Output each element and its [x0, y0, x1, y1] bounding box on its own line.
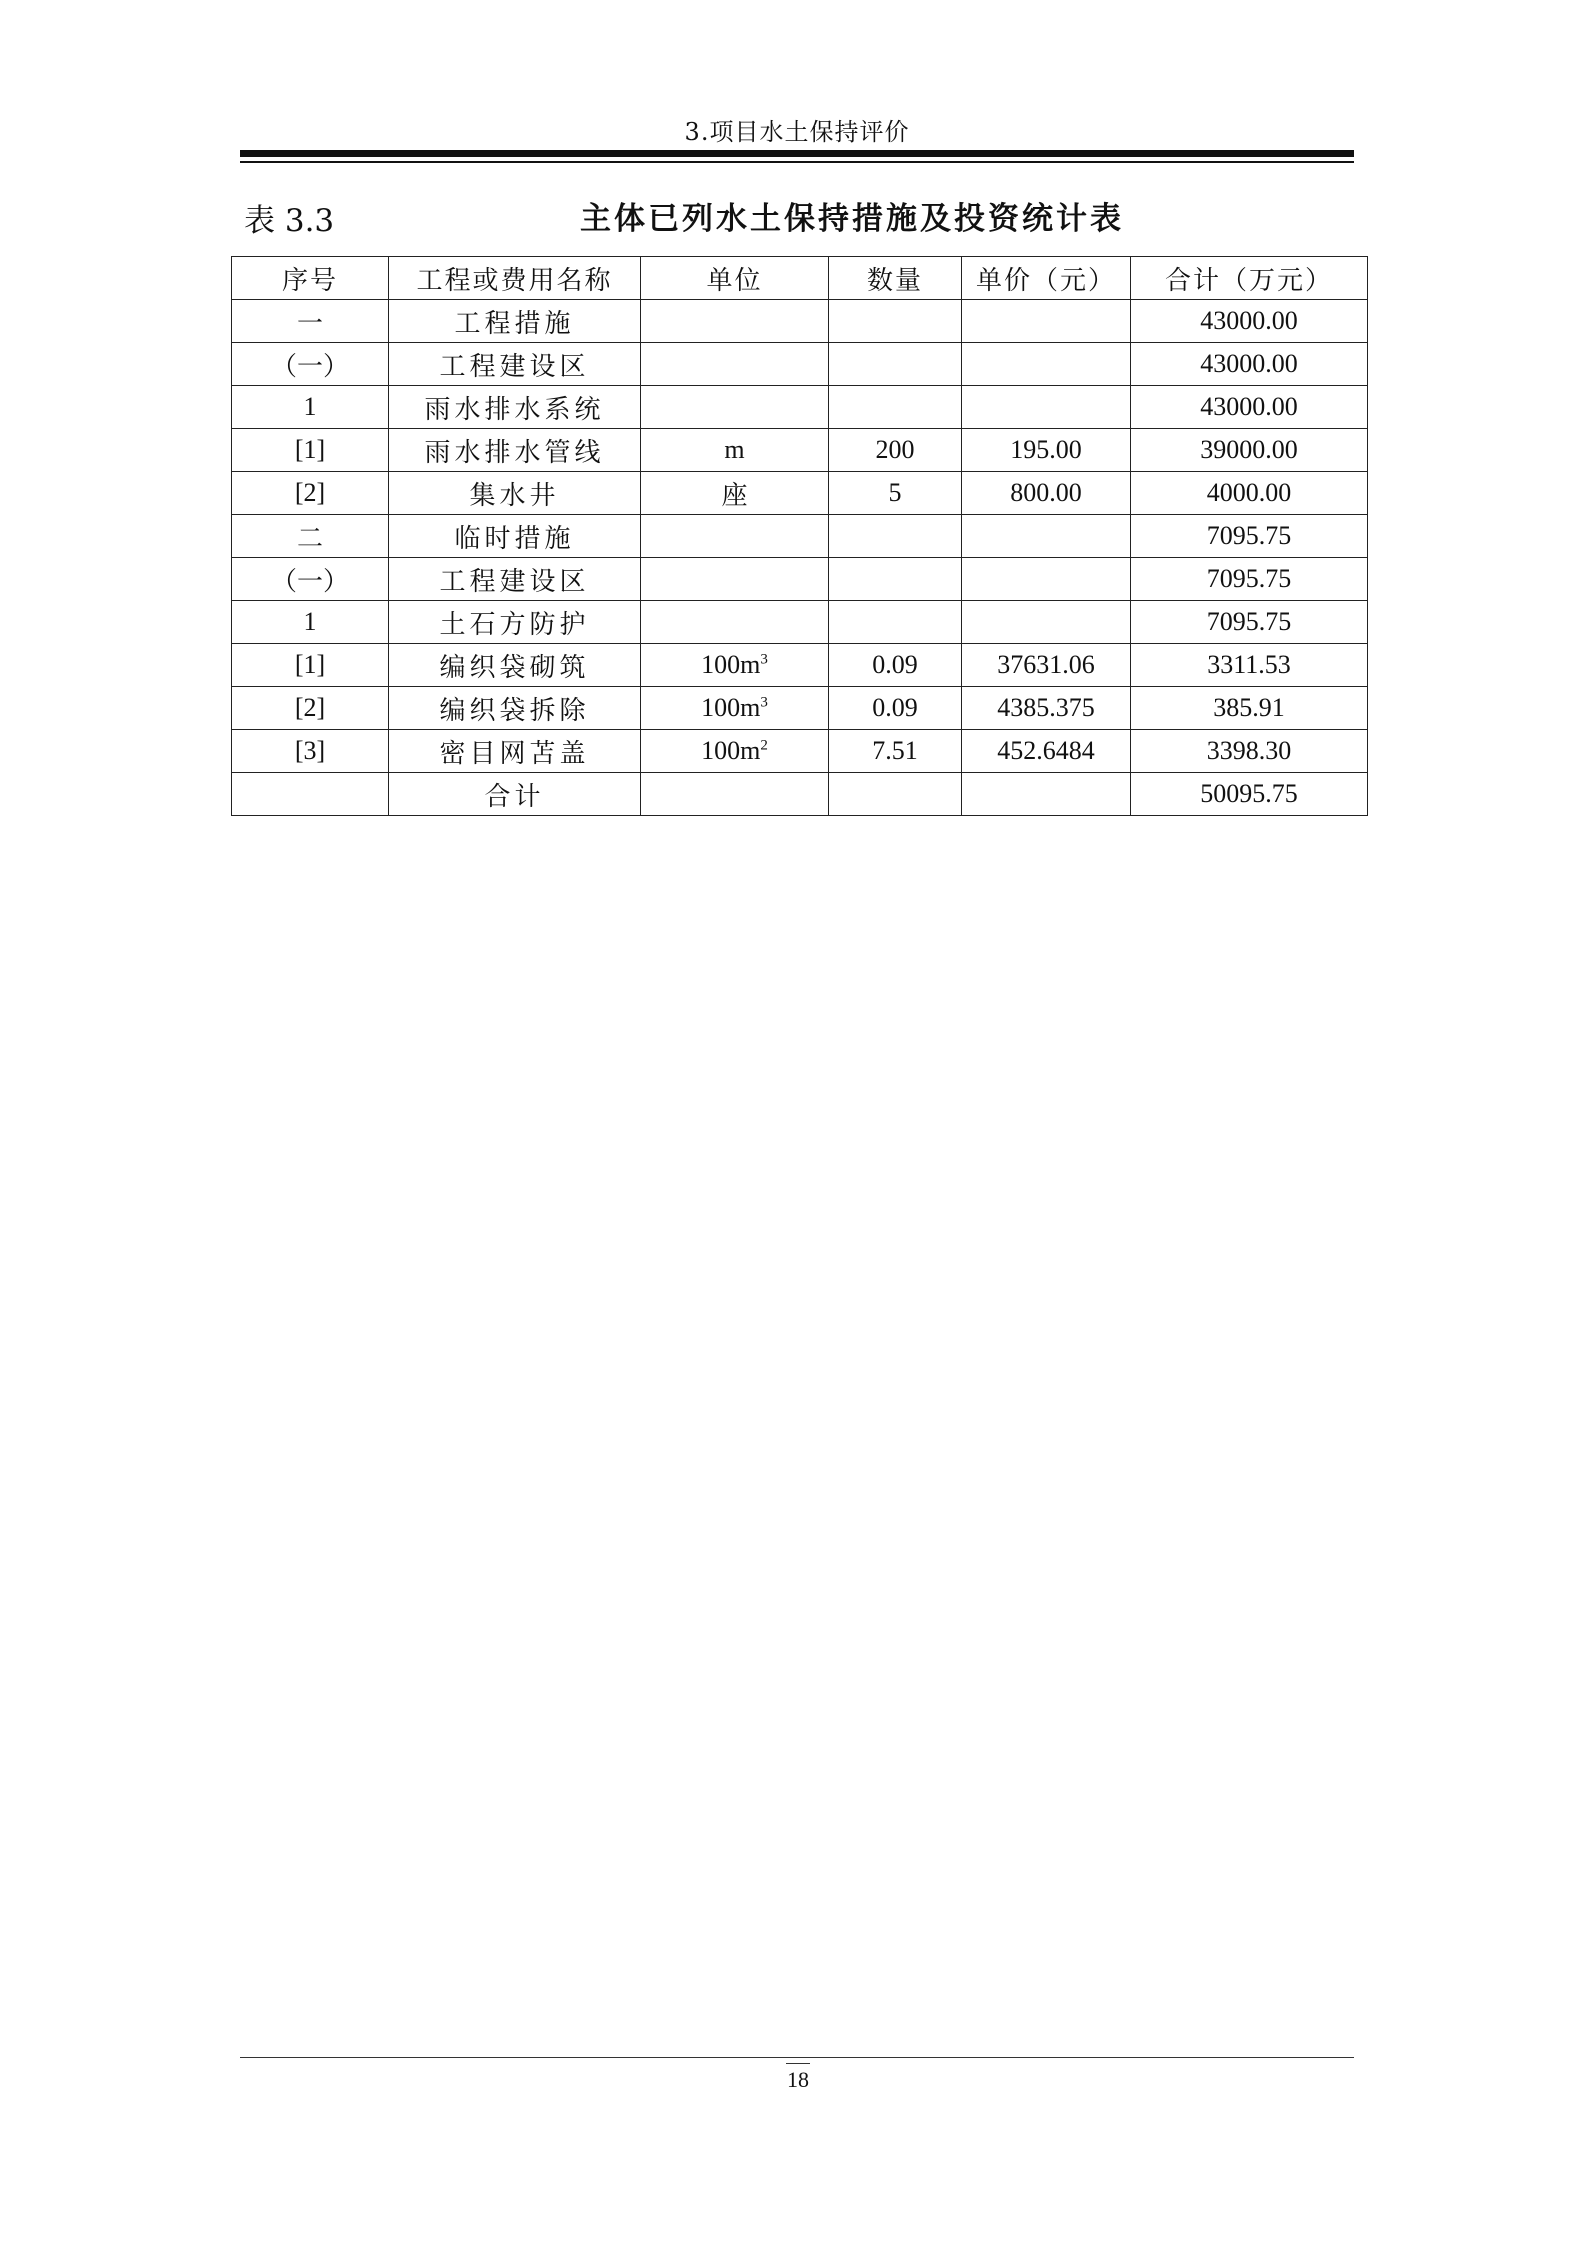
unit-text: 100m: [701, 650, 761, 679]
unit-price-cell: [962, 386, 1131, 429]
item-name-cell: 集水井: [389, 472, 641, 515]
quantity-cell: [829, 773, 962, 816]
unit-price-cell: [962, 300, 1131, 343]
unit-exponent: 3: [760, 694, 768, 711]
row-number-cell: [1]: [232, 644, 389, 687]
unit-cell: [641, 687, 829, 730]
quantity-cell: [829, 386, 962, 429]
unit-cell: [641, 730, 829, 773]
table-title: 主体已列水土保持措施及投资统计表: [580, 201, 1124, 237]
column-header: 单位: [641, 257, 829, 300]
quantity-cell: [829, 343, 962, 386]
table-row: [232, 300, 1368, 343]
table-row: [232, 558, 1368, 601]
unit-cell: [641, 644, 829, 687]
row-number-cell: 一: [232, 300, 389, 343]
table-number: 表 3.3: [244, 203, 335, 239]
column-header: 工程或费用名称: [389, 257, 641, 300]
investment-table: [231, 256, 1368, 816]
quantity-cell: 200: [829, 429, 962, 472]
table-header-row: [232, 257, 1368, 300]
row-number-cell: （一）: [232, 343, 389, 386]
table-row: [232, 601, 1368, 644]
item-name-cell: 密目网苫盖: [389, 730, 641, 773]
unit-cell: [641, 515, 829, 558]
total-cell: 7095.75: [1131, 515, 1368, 558]
total-cell: 3311.53: [1131, 644, 1368, 687]
quantity-cell: [829, 300, 962, 343]
total-cell: 7095.75: [1131, 601, 1368, 644]
item-name-cell: 编织袋拆除: [389, 687, 641, 730]
total-cell: 43000.00: [1131, 300, 1368, 343]
column-header: 合计（万元）: [1131, 257, 1368, 300]
column-header: 序号: [232, 257, 389, 300]
header-rule-thick: [240, 150, 1354, 157]
unit-exponent: 3: [760, 651, 768, 668]
item-name-cell: 工程建设区: [389, 558, 641, 601]
unit-price-cell: [962, 558, 1131, 601]
item-name-cell: 工程措施: [389, 300, 641, 343]
unit-price-cell: [962, 601, 1131, 644]
row-number-cell: [1]: [232, 429, 389, 472]
total-cell: 4000.00: [1131, 472, 1368, 515]
unit-cell: [641, 558, 829, 601]
quantity-cell: [829, 515, 962, 558]
unit-cell: [641, 343, 829, 386]
running-header: 3.项目水土保持评价: [684, 118, 910, 146]
unit-cell: [641, 773, 829, 816]
quantity-cell: 0.09: [829, 687, 962, 730]
total-cell: 3398.30: [1131, 730, 1368, 773]
unit-price-cell: 452.6484: [962, 730, 1131, 773]
unit-text: m: [724, 435, 745, 464]
table-row: [232, 644, 1368, 687]
table-body: [232, 300, 1368, 816]
row-number-cell: 1: [232, 601, 389, 644]
item-name-cell: 土石方防护: [389, 601, 641, 644]
unit-text: 座: [721, 480, 748, 510]
row-number-cell: [2]: [232, 472, 389, 515]
table-row: [232, 386, 1368, 429]
row-number-cell: [232, 773, 389, 816]
total-cell: 7095.75: [1131, 558, 1368, 601]
total-cell: 39000.00: [1131, 429, 1368, 472]
header-rule-thin: [240, 161, 1354, 163]
unit-text: 100m: [701, 736, 761, 765]
table-row: [232, 687, 1368, 730]
item-name-cell: 雨水排水管线: [389, 429, 641, 472]
unit-price-cell: 195.00: [962, 429, 1131, 472]
item-name-cell: 雨水排水系统: [389, 386, 641, 429]
quantity-cell: 0.09: [829, 644, 962, 687]
item-name-cell: 工程建设区: [389, 343, 641, 386]
unit-price-cell: 4385.375: [962, 687, 1131, 730]
table-row: [232, 773, 1368, 816]
unit-price-cell: [962, 515, 1131, 558]
unit-cell: [641, 300, 829, 343]
unit-price-cell: [962, 773, 1131, 816]
table-row: [232, 730, 1368, 773]
column-header: 数量: [829, 257, 962, 300]
quantity-cell: 7.51: [829, 730, 962, 773]
table-row: [232, 472, 1368, 515]
total-cell: 385.91: [1131, 687, 1368, 730]
unit-price-cell: [962, 343, 1131, 386]
unit-cell: [641, 601, 829, 644]
total-cell: 50095.75: [1131, 773, 1368, 816]
table-row: [232, 515, 1368, 558]
unit-cell: [641, 429, 829, 472]
table-row: [232, 429, 1368, 472]
table-row: [232, 343, 1368, 386]
column-header: 单价（元）: [962, 257, 1131, 300]
unit-exponent: 2: [760, 737, 768, 754]
row-number-cell: 1: [232, 386, 389, 429]
quantity-cell: [829, 558, 962, 601]
unit-cell: [641, 472, 829, 515]
row-number-cell: [2]: [232, 687, 389, 730]
total-cell: 43000.00: [1131, 386, 1368, 429]
row-number-cell: [3]: [232, 730, 389, 773]
footer-rule: [240, 2057, 1354, 2058]
unit-price-cell: 37631.06: [962, 644, 1131, 687]
item-name-cell: 合计: [389, 773, 641, 816]
quantity-cell: [829, 601, 962, 644]
row-number-cell: （一）: [232, 558, 389, 601]
quantity-cell: 5: [829, 472, 962, 515]
page-number-line: [786, 2063, 810, 2064]
unit-text: 100m: [701, 693, 761, 722]
unit-price-cell: 800.00: [962, 472, 1131, 515]
item-name-cell: 编织袋砌筑: [389, 644, 641, 687]
total-cell: 43000.00: [1131, 343, 1368, 386]
item-name-cell: 临时措施: [389, 515, 641, 558]
unit-cell: [641, 386, 829, 429]
page-number: 18: [787, 2067, 809, 2092]
row-number-cell: 二: [232, 515, 389, 558]
